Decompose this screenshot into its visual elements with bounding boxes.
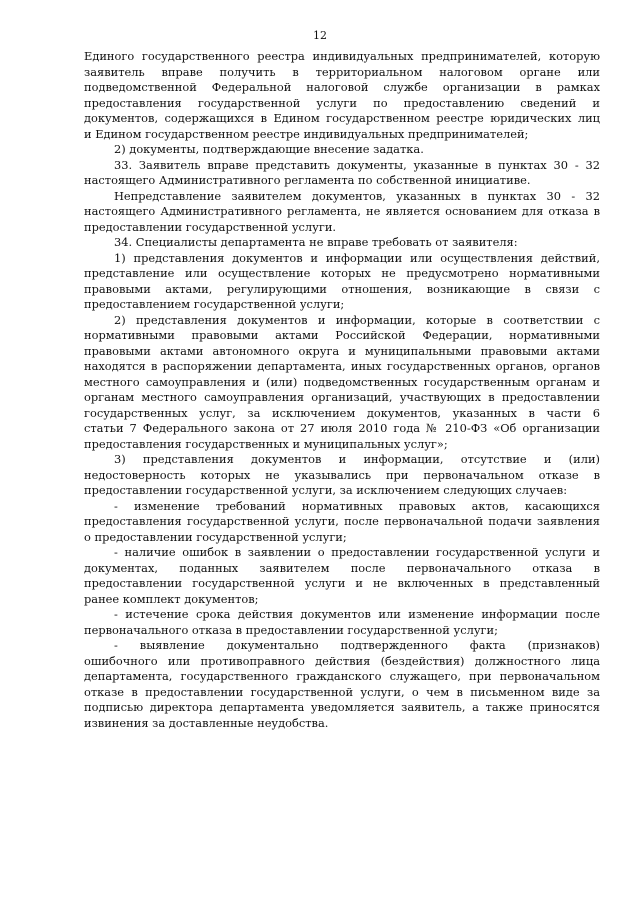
text-line: недостоверность которых не указывались при первоначальном отказе в xyxy=(84,467,600,482)
text-line: ранее комплект документов; xyxy=(84,591,259,606)
text-line: отказе в предоставлении государственной услуги, о чем в письменном виде за xyxy=(84,684,600,699)
text-line: извинения за доставленные неудобства. xyxy=(84,715,329,730)
text-line: - наличие ошибок в заявлении о предоставлении государственной услуги и xyxy=(114,545,600,559)
text-line: 34. Специалисты департамента не вправе требовать от заявителя: xyxy=(114,235,518,249)
text-line: предоставлении государственной услуги, за исключением следующих случаев: xyxy=(84,483,568,497)
text-line: Единого государственного реестра индивидуальных предпринимателей, которую xyxy=(84,49,600,63)
text-line: 1) представления документов и информации или осуществления действий, xyxy=(114,250,600,265)
text-line: первоначального отказа в предоставлении государственной услуги; xyxy=(84,622,498,637)
text-line: правовыми актами, регулирующими отношения, возникающие в связи с xyxy=(84,281,600,296)
text-line: предоставления государственной услуги, после первоначальной подачи заявления xyxy=(84,514,600,528)
text-line: Непредставление заявителем документов, указанных в пунктах 30 - 32 xyxy=(114,188,600,203)
text-line: - изменение требований нормативных правовых актов, касающихся xyxy=(114,498,600,513)
text-line: - выявление документально подтвержденного факта (признаков) xyxy=(114,638,600,652)
page-number: 12 xyxy=(313,29,327,42)
text-line: настоящего Административного регламента по собственной инициативе. xyxy=(84,173,531,187)
text-line: ошибочного или противоправного действия (бездействия) должностного лица xyxy=(84,653,600,668)
text-line: 2) документы, подтверждающие внесение задатка. xyxy=(114,142,424,156)
text-line: предоставлении государственной услуги. xyxy=(84,219,337,234)
text-line: заявитель вправе получить в территориальном налоговом органе или xyxy=(84,64,600,79)
text-line: предоставления государственной услуги по предоставлению сведений и xyxy=(84,95,600,110)
text-line: предоставлением государственной услуги; xyxy=(84,297,345,311)
text-line: документах, поданных заявителем после первоначального отказа в xyxy=(84,560,600,575)
text-line: местного самоуправления и (или) подведомственных государственным органам и xyxy=(84,374,600,389)
text-line: и Едином государственном реестре индивидуальных предпринимателей; xyxy=(84,126,529,141)
text-line: 33. Заявитель вправе представить документы, указанные в пунктах 30 - 32 xyxy=(114,157,600,172)
document-body xyxy=(84,49,600,731)
text-line: 2) представления документов и информации, которые в соответствии с xyxy=(114,312,600,327)
text-line: правовыми актами автономного округа и муниципальными правовыми актами xyxy=(84,343,600,358)
text-line: настоящего Административного регламента, не является основанием для отказа в xyxy=(84,204,600,218)
text-line: подведомственной Федеральной налоговой службе организации в рамках xyxy=(84,80,600,94)
text-line: о предоставлении государственной услуги; xyxy=(84,529,347,544)
text-line: государственных услуг, за исключением документов, указанных в части 6 xyxy=(84,405,600,420)
text-line: статьи 7 Федерального закона от 27 июля 2010 года № 210-ФЗ «Об организации xyxy=(84,421,600,435)
text-line: 3) представления документов и информации, отсутствие и (или) xyxy=(114,452,600,466)
text-line: - истечение срока действия документов или изменение информации после xyxy=(114,607,600,621)
text-line: представление или осуществление которых не предусмотрено нормативными xyxy=(84,266,600,280)
text-line: предоставлении государственной услуги и не включенных в представленный xyxy=(84,576,600,590)
text-line: подписью директора департамента уведомляется заявитель, а также приносятся xyxy=(84,700,600,714)
text-line: документов, содержащихся в Едином государственном реестре юридических лиц xyxy=(84,111,600,125)
text-line: департамента, государственного гражданского служащего, при первоначальном xyxy=(84,669,600,683)
text-line: органам местного самоуправления организаций, участвующих в предоставлении xyxy=(84,390,600,404)
text-line: предоставления государственных и муниципальных услуг»; xyxy=(84,436,448,451)
text-line: нормативными правовыми актами Российской Федерации, нормативными xyxy=(84,328,600,342)
text-line: находятся в распоряжении департамента, иных государственных органов, органов xyxy=(84,359,600,373)
